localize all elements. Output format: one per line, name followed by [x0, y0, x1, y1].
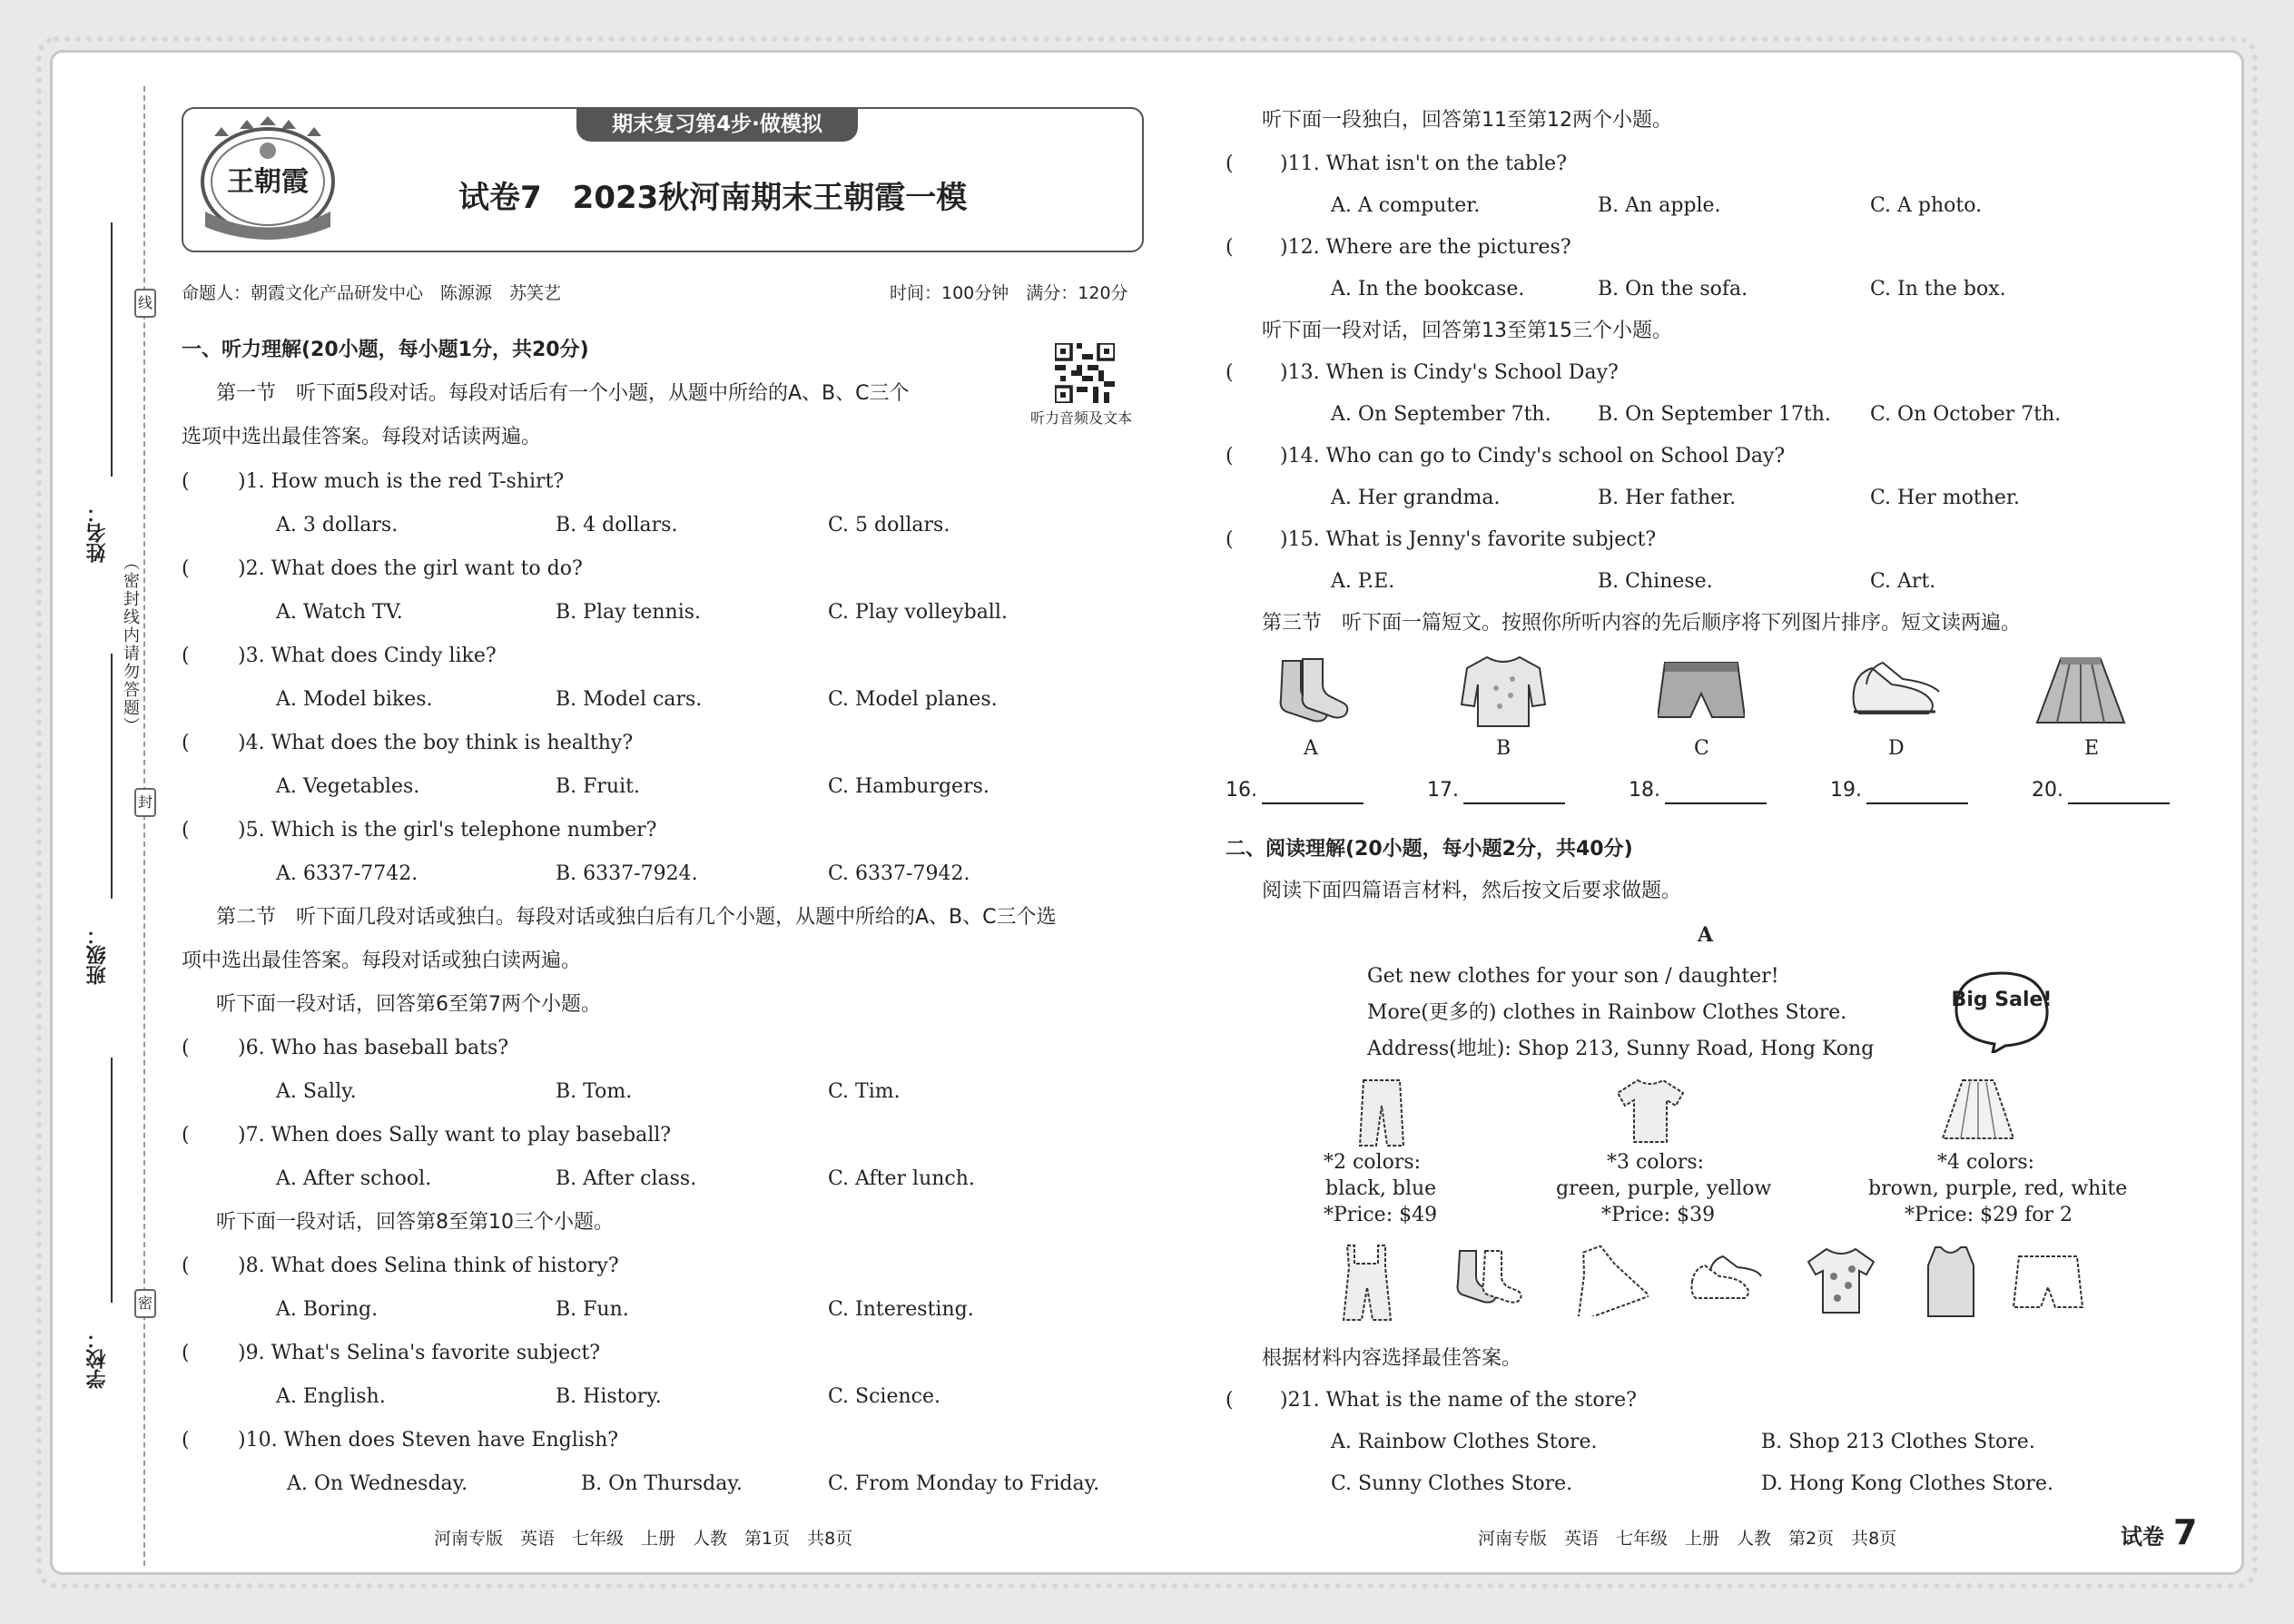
dialog-8-10-intro: 听下面一段对话，回答第8至第10三个小题。 — [216, 1211, 614, 1234]
option-a: A. Model bikes. — [276, 688, 433, 711]
authors: 命题人：朝霞文化产品研发中心 陈源源 苏笑艺 — [182, 283, 562, 303]
time-score: 时间：100分钟 满分：120分 — [890, 283, 1128, 303]
svg-text:王朝霞: 王朝霞 — [227, 166, 309, 198]
answer-bracket[interactable]: ( — [182, 1255, 190, 1277]
question-text: )10. When does Steven have English? — [238, 1429, 619, 1452]
passage-a-heading: A — [1698, 923, 1714, 947]
question-text: )14. Who can go to Cindy's school on School Day? — [1280, 445, 1786, 468]
blank-20-label: 20. — [2032, 779, 2063, 802]
paper-number: 7 — [2173, 1512, 2198, 1552]
option-b: B. Shop 213 Clothes Store. — [1761, 1431, 2035, 1453]
option-a: A. Vegetables. — [276, 775, 420, 798]
question-text: )21. What is the name of the store? — [1280, 1389, 1637, 1412]
blank-16-label: 16. — [1226, 779, 1257, 802]
item2-price: *Price: $39 — [1601, 1204, 1716, 1226]
option-c: C. Tim. — [828, 1080, 901, 1103]
option-b: B. Chinese. — [1598, 570, 1713, 593]
qr-code-icon[interactable] — [1055, 343, 1115, 403]
picture-label-d: D — [1888, 737, 1905, 760]
blank-19-label: 19. — [1830, 779, 1862, 802]
option-a: A. Her grandma. — [1331, 487, 1501, 509]
page-footer-left: 河南专版 英语 七年级 上册 人教 第1页 共8页 — [434, 1529, 853, 1549]
shoes-icon — [1689, 1251, 1765, 1311]
overalls-icon — [1334, 1242, 1398, 1324]
picture-label-a: A — [1304, 737, 1318, 760]
pleated-skirt-icon — [1939, 1075, 2017, 1147]
dialog-6-7-intro: 听下面一段对话，回答第6至第7两个小题。 — [216, 993, 601, 1016]
dialog-13-15-intro: 听下面一段对话，回答第13至第15三个小题。 — [1262, 320, 1672, 342]
question-text: )7. When does Sally want to play baseball? — [238, 1124, 672, 1147]
answer-bracket[interactable]: ( — [1226, 153, 1234, 175]
picture-label-c: C — [1694, 737, 1709, 760]
big-sale-bubble — [1952, 969, 2052, 1053]
seal-mark-feng: 封 — [134, 788, 156, 817]
item3-colors: brown, purple, red, white — [1868, 1177, 2128, 1200]
socks-small-icon — [1451, 1245, 1531, 1314]
option-c: C. From Monday to Friday. — [828, 1472, 1100, 1495]
section-listening: 一、听力理解(20小题，每小题1分，共20分) — [182, 339, 589, 361]
option-b: B. Fruit. — [556, 775, 640, 798]
option-b: B. On the sofa. — [1598, 278, 1748, 300]
answer-bracket[interactable]: ( — [182, 1037, 190, 1059]
socks-icon — [1266, 655, 1357, 724]
question-text: )3. What does Cindy like? — [238, 645, 497, 667]
class-label: 班级： — [86, 925, 109, 985]
blank-19[interactable] — [1866, 802, 1968, 804]
part3-instructions: 第三节 听下面一篇短文。按照你所听内容的先后顺序将下列图片排序。短文读两遍。 — [1262, 612, 2022, 635]
option-b: B. History. — [556, 1385, 662, 1408]
question-text: )2. What does the girl want to do? — [238, 557, 583, 580]
answer-bracket[interactable]: ( — [1226, 361, 1234, 384]
item1-colors: black, blue — [1325, 1177, 1437, 1200]
ad-line-1: Get new clothes for your son / daughter! — [1367, 965, 1779, 988]
item2-colors: green, purple, yellow — [1556, 1177, 1772, 1200]
paper-title: 试卷7 2023秋河南期末王朝霞一模 — [458, 180, 968, 216]
sweater-icon — [1460, 652, 1547, 730]
item1-price: *Price: $49 — [1324, 1204, 1438, 1226]
option-c: C. 5 dollars. — [828, 514, 950, 536]
answer-bracket[interactable]: ( — [1226, 445, 1234, 468]
answer-bracket[interactable]: ( — [182, 1429, 190, 1452]
answer-bracket[interactable]: ( — [182, 470, 190, 493]
option-c: C. Hamburgers. — [828, 775, 989, 798]
option-a: A. 6337-7742. — [276, 862, 418, 885]
answer-bracket[interactable]: ( — [182, 557, 190, 580]
option-a: A. After school. — [276, 1167, 432, 1190]
option-b: B. Model cars. — [556, 688, 703, 711]
option-c: C. Interesting. — [828, 1298, 974, 1321]
part2-instructions-line2: 项中选出最佳答案。每段对话或独白读两遍。 — [182, 950, 582, 972]
answer-bracket[interactable]: ( — [182, 1124, 190, 1147]
option-b: B. Her father. — [1598, 487, 1737, 509]
shorts-icon — [1658, 657, 1745, 726]
option-a: A. P.E. — [1331, 570, 1395, 593]
option-a: A. English. — [276, 1385, 386, 1408]
name-label: 姓名： — [86, 503, 109, 563]
answer-bracket[interactable]: ( — [1226, 236, 1234, 259]
option-a: A. 3 dollars. — [276, 514, 399, 536]
item3-colors-heading: *4 colors: — [1937, 1151, 2035, 1174]
option-a: A. On September 7th. — [1331, 403, 1551, 426]
blank-17[interactable] — [1463, 802, 1565, 804]
option-a: A. Boring. — [276, 1298, 379, 1321]
shorts-small-icon — [2012, 1251, 2088, 1316]
part2-instructions-line1: 第二节 听下面几段对话或独白。每段对话或独白后有几个小题，从题中所给的A、B、C三个选 — [216, 906, 1057, 929]
option-b: B. 6337-7924. — [556, 862, 698, 885]
option-c: C. Model planes. — [828, 688, 998, 711]
dress-icon — [1558, 1244, 1649, 1316]
option-b: B. Tom. — [556, 1080, 633, 1103]
question-text: )15. What is Jenny's favorite subject? — [1280, 528, 1657, 551]
answer-bracket[interactable]: ( — [182, 732, 190, 754]
option-c: C. A photo. — [1870, 194, 1983, 217]
option-c: C. On October 7th. — [1870, 403, 2062, 426]
item1-colors-heading: *2 colors: — [1324, 1151, 1422, 1174]
option-b: B. On Thursday. — [581, 1472, 743, 1495]
item3-price: *Price: $29 for 2 — [1905, 1204, 2072, 1226]
option-c: C. Her mother. — [1870, 487, 2020, 509]
reading-instruction: 根据材料内容选择最佳答案。 — [1262, 1347, 1522, 1370]
question-text: )13. When is Cindy's School Day? — [1280, 361, 1619, 384]
question-text: )9. What's Selina's favorite subject? — [238, 1342, 601, 1364]
option-a: A. In the bookcase. — [1331, 278, 1525, 300]
option-b: B. Fun. — [556, 1298, 629, 1321]
answer-bracket[interactable]: ( — [1226, 528, 1234, 551]
monologue-11-12-intro: 听下面一段独白，回答第11至第12两个小题。 — [1262, 109, 1672, 132]
picture-label-b: B — [1496, 737, 1511, 760]
option-c: C. After lunch. — [828, 1167, 975, 1190]
vest-icon — [1919, 1244, 1983, 1320]
review-step-tab: 期末复习第4步·做模拟 — [576, 107, 858, 142]
name-field[interactable] — [111, 222, 113, 477]
blank-18-label: 18. — [1629, 779, 1660, 802]
option-a: A. Watch TV. — [276, 601, 403, 624]
section-reading: 二、阅读理解(20小题，每小题2分，共40分) — [1226, 838, 1633, 861]
seal-mark-mi: 密 — [134, 1289, 156, 1318]
polka-dress-icon — [1805, 1245, 1877, 1316]
part1-instructions-line1: 第一节 听下面5段对话。每段对话后有一个小题，从题中所给的A、B、C三个 — [216, 382, 910, 405]
question-text: )4. What does the boy think is healthy? — [238, 732, 634, 754]
school-label: 学校： — [86, 1329, 109, 1389]
option-c: C. Art. — [1870, 570, 1936, 593]
option-d: D. Hong Kong Clothes Store. — [1761, 1472, 2053, 1495]
question-text: )5. Which is the girl's telephone number? — [238, 819, 657, 842]
blank-17-label: 17. — [1427, 779, 1459, 802]
seal-note: （密封线内请勿答题） — [121, 554, 140, 735]
option-a: A. A computer. — [1331, 194, 1481, 217]
blank-18[interactable] — [1665, 802, 1767, 804]
option-c: C. Sunny Clothes Store. — [1331, 1472, 1573, 1495]
answer-bracket[interactable]: ( — [182, 819, 190, 842]
big-sale-text: Big Sale! — [1952, 989, 2052, 1011]
paper-label: 试卷 — [2121, 1524, 2164, 1550]
option-b: B. Play tennis. — [556, 601, 702, 624]
option-c: C. 6337-7942. — [828, 862, 970, 885]
sneakers-icon — [1848, 655, 1943, 728]
picture-label-e: E — [2084, 737, 2100, 760]
option-a: A. Rainbow Clothes Store. — [1331, 1431, 1598, 1453]
answer-bracket[interactable]: ( — [182, 1342, 190, 1364]
question-text: )1. How much is the red T-shirt? — [238, 470, 565, 493]
question-text: )6. Who has baseball bats? — [238, 1037, 509, 1059]
page-footer-right: 河南专版 英语 七年级 上册 人教 第2页 共8页 — [1478, 1529, 1897, 1549]
option-c: C. Science. — [828, 1385, 940, 1408]
question-text: )8. What does Selina think of history? — [238, 1255, 619, 1277]
school-field[interactable] — [111, 1058, 113, 1303]
question-text: )12. Where are the pictures? — [1280, 236, 1571, 259]
blank-16[interactable] — [1262, 802, 1364, 804]
skirt-icon — [2033, 654, 2128, 730]
option-b: B. On September 17th. — [1598, 403, 1831, 426]
class-field[interactable] — [111, 654, 113, 899]
seal-mark-xian: 线 — [134, 289, 156, 318]
answer-bracket[interactable]: ( — [182, 645, 190, 667]
blank-20[interactable] — [2068, 802, 2170, 804]
option-a: A. Sally. — [276, 1080, 357, 1103]
answer-bracket[interactable]: ( — [1226, 1389, 1234, 1412]
option-c: C. In the box. — [1870, 278, 2006, 300]
option-b: B. After class. — [556, 1167, 697, 1190]
option-a: A. On Wednesday. — [287, 1472, 468, 1495]
part1-instructions-line2: 选项中选出最佳答案。每段对话读两遍。 — [182, 426, 542, 448]
option-c: C. Play volleyball. — [828, 601, 1008, 624]
pants-icon — [1351, 1077, 1414, 1149]
option-b: B. 4 dollars. — [556, 514, 678, 536]
ad-line-3: Address(地址): Shop 213, Sunny Road, Hong Kong — [1367, 1038, 1875, 1060]
ad-line-2: More(更多的) clothes in Rainbow Clothes Store. — [1367, 1001, 1847, 1024]
item2-colors-heading: *3 colors: — [1607, 1151, 1705, 1174]
qr-caption: 听力音频及文本 — [1030, 409, 1133, 427]
option-b: B. An apple. — [1598, 194, 1721, 217]
reading-intro: 阅读下面四篇语言材料，然后按文后要求做题。 — [1262, 880, 1682, 902]
brand-logo — [196, 116, 340, 241]
tshirt-icon — [1616, 1077, 1685, 1146]
question-text: )11. What isn't on the table? — [1280, 153, 1567, 175]
